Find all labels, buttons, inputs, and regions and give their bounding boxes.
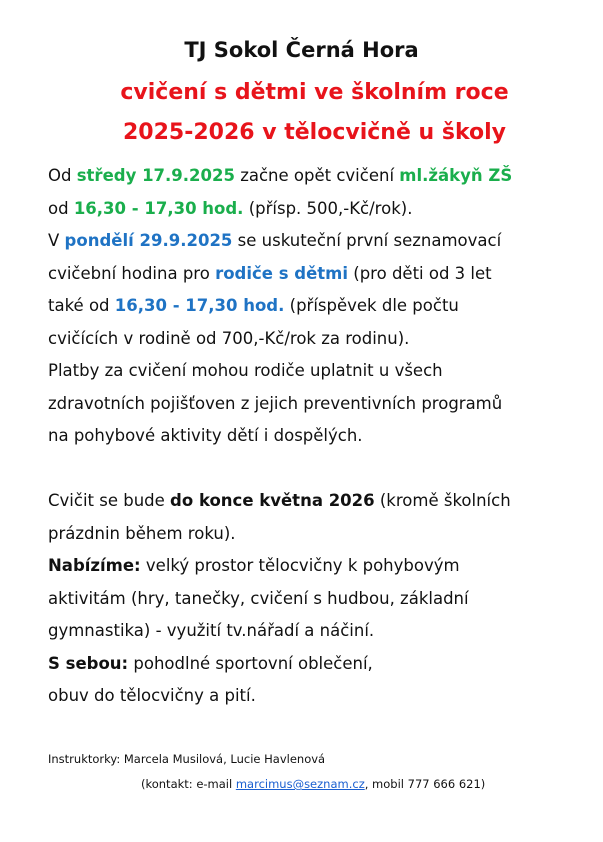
group-highlight: ml.žákyň ZŠ <box>399 166 513 185</box>
flyer-body <box>48 160 588 713</box>
club-title: TJ Sokol Černá Hora <box>184 38 419 62</box>
text: cvičební hodina pro <box>48 263 216 283</box>
body-line <box>48 193 588 226</box>
parents-group-highlight: rodiče s dětmi <box>215 263 349 283</box>
text: Od <box>48 166 77 185</box>
body-line: zdravotních pojišťoven z jejich preventivních programů <box>48 393 503 413</box>
subtitle-line-2: 2025-2026 v tělocvičně u školy <box>122 120 506 145</box>
body-line <box>48 485 588 518</box>
time-highlight: 16,30 - 17,30 hod. <box>73 198 244 218</box>
text: Cvičit se bude <box>48 491 171 510</box>
body-line <box>48 225 588 258</box>
body-line: na pohybové aktivity dětí i dospělých. <box>48 426 363 445</box>
text: V <box>48 231 65 250</box>
start-date-highlight: středy 17.9.2025 <box>76 166 235 185</box>
body-line: cvičících v rodině od 700,-Kč/rok za rodinu). <box>48 328 410 348</box>
text: (kromě školních <box>374 491 511 510</box>
end-date-bold: do konce května 2026 <box>170 491 375 510</box>
email-link[interactable]: marcimus@seznam.cz <box>235 777 365 791</box>
body-line <box>48 648 588 681</box>
body-line: prázdnin během roku). <box>48 523 236 543</box>
subtitle-line-1: cvičení s dětmi ve školním roce <box>120 80 509 105</box>
body-line: aktivitám (hry, tanečky, cvičení s hudbou, základní <box>48 588 469 608</box>
parents-time-highlight: 16,30 - 17,30 hod. <box>114 296 285 315</box>
bring-label: S sebou: <box>48 653 129 673</box>
text: od <box>48 198 74 218</box>
body-line: gymnastika) - využití tv.nářadí a náčiní. <box>48 621 375 640</box>
contact-prefix: (kontakt: e-mail <box>141 777 236 791</box>
text: začne opět cvičení <box>234 166 400 185</box>
text: (přísp. 500,-Kč/rok). <box>243 198 413 218</box>
contact-suffix: , mobil 777 666 621) <box>364 777 486 791</box>
paragraph-gap <box>48 453 588 486</box>
body-line: obuv do tělocvičny a pití. <box>48 686 256 705</box>
body-line <box>48 258 588 291</box>
text: se uskuteční první seznamovací <box>232 231 502 250</box>
text: velký prostor tělocvičny k pohybovým <box>140 556 460 575</box>
contact-line <box>141 777 485 791</box>
text: pohodlné sportovní oblečení, <box>128 653 373 673</box>
body-line <box>48 160 588 193</box>
parents-date-highlight: pondělí 29.9.2025 <box>64 231 233 250</box>
body-line <box>48 290 588 323</box>
text: také od <box>48 296 115 315</box>
offer-label: Nabízíme: <box>48 556 141 575</box>
body-line <box>48 550 588 583</box>
text: (pro děti od 3 let <box>348 263 492 283</box>
text: (příspěvek dle počtu <box>284 296 459 315</box>
body-line: Platby za cvičení mohou rodiče uplatnit u všech <box>48 361 443 380</box>
instructors-line: Instruktorky: Marcela Musilová, Lucie Havlenová <box>48 752 326 766</box>
